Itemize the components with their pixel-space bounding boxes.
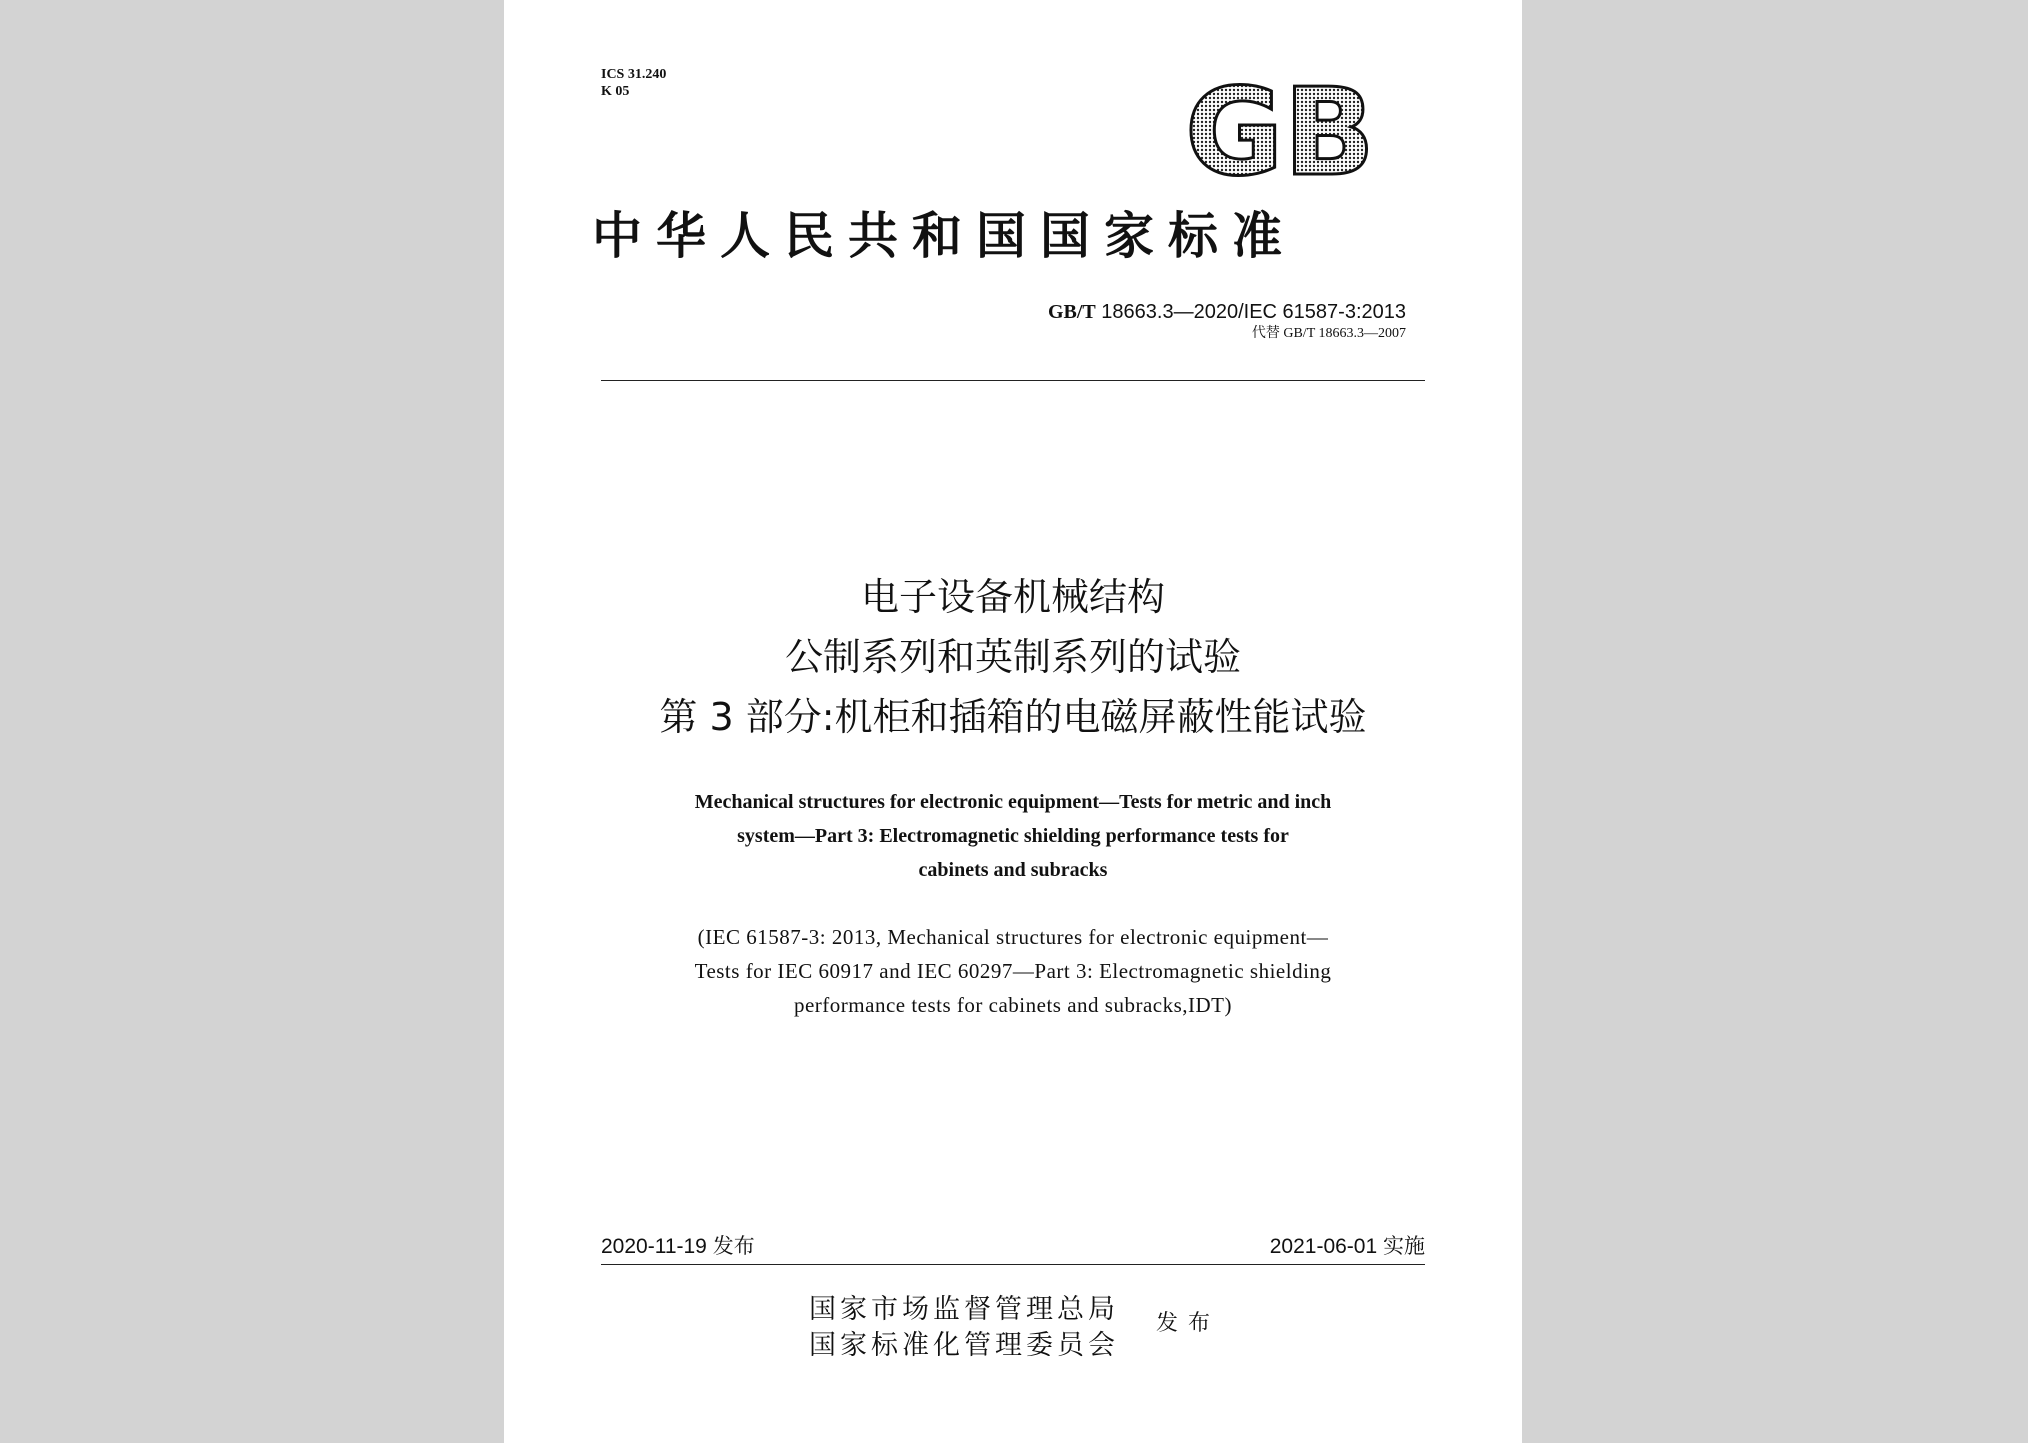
- chinese-title-line-3: 第 3 部分:机柜和插箱的电磁屏蔽性能试验: [659, 695, 1367, 739]
- document-page: [504, 0, 1522, 1443]
- implementation-date: 2021-06-01 实施: [1269, 1235, 1425, 1258]
- publisher-list: [809, 1292, 1119, 1364]
- issue-date: 2020-11-19 发布: [601, 1235, 755, 1258]
- english-title: [504, 785, 1522, 887]
- english-title-line-1: Mechanical structures for electronic equipment—Tests for metric and inch: [694, 791, 1332, 813]
- replaces-standard: 代替 GB/T 18663.3—2007: [1251, 326, 1406, 341]
- publisher-1: 国家市场监督管理总局: [809, 1294, 1119, 1325]
- english-title-line-2: system—Part 3: Electromagnetic shielding performance tests for: [737, 825, 1289, 847]
- publisher-2: 国家标准化管理委员会: [809, 1330, 1119, 1361]
- standard-number-rest: 18663.3—2020/IEC 61587-3:2013: [1095, 301, 1406, 323]
- chinese-title-line-2: 公制系列和英制系列的试验: [784, 635, 1241, 679]
- classification-codes: [601, 66, 666, 100]
- iec-reference-line-2: Tests for IEC 60917 and IEC 60297—Part 3: Electromagnetic shielding: [694, 959, 1332, 983]
- iec-reference-line-3: performance tests for cabinets and subracks,IDT): [793, 993, 1232, 1017]
- chinese-title-line-1: 电子设备机械结构: [860, 575, 1165, 619]
- standard-number: [1048, 300, 1406, 324]
- gb-logo: [1172, 76, 1388, 186]
- publish-label: 发布: [1156, 1311, 1221, 1336]
- iec-reference-line-1: (IEC 61587-3: 2013, Mechanical structures for electronic equipment—: [697, 925, 1329, 949]
- dates-row: [601, 1234, 1425, 1260]
- iec-reference: [504, 920, 1522, 1022]
- svg-text:GB: GB: [1185, 76, 1375, 186]
- top-divider: [601, 380, 1425, 381]
- bottom-divider: [601, 1264, 1425, 1265]
- english-title-line-3: cabinets and subracks: [918, 859, 1108, 881]
- category-code: K 05: [601, 84, 630, 99]
- national-standard-title: 中华人民共和国国家标准: [592, 206, 1296, 265]
- ics-code: ICS 31.240: [601, 67, 667, 82]
- chinese-title: [504, 567, 1522, 747]
- standard-number-prefix: GB/T: [1047, 301, 1096, 323]
